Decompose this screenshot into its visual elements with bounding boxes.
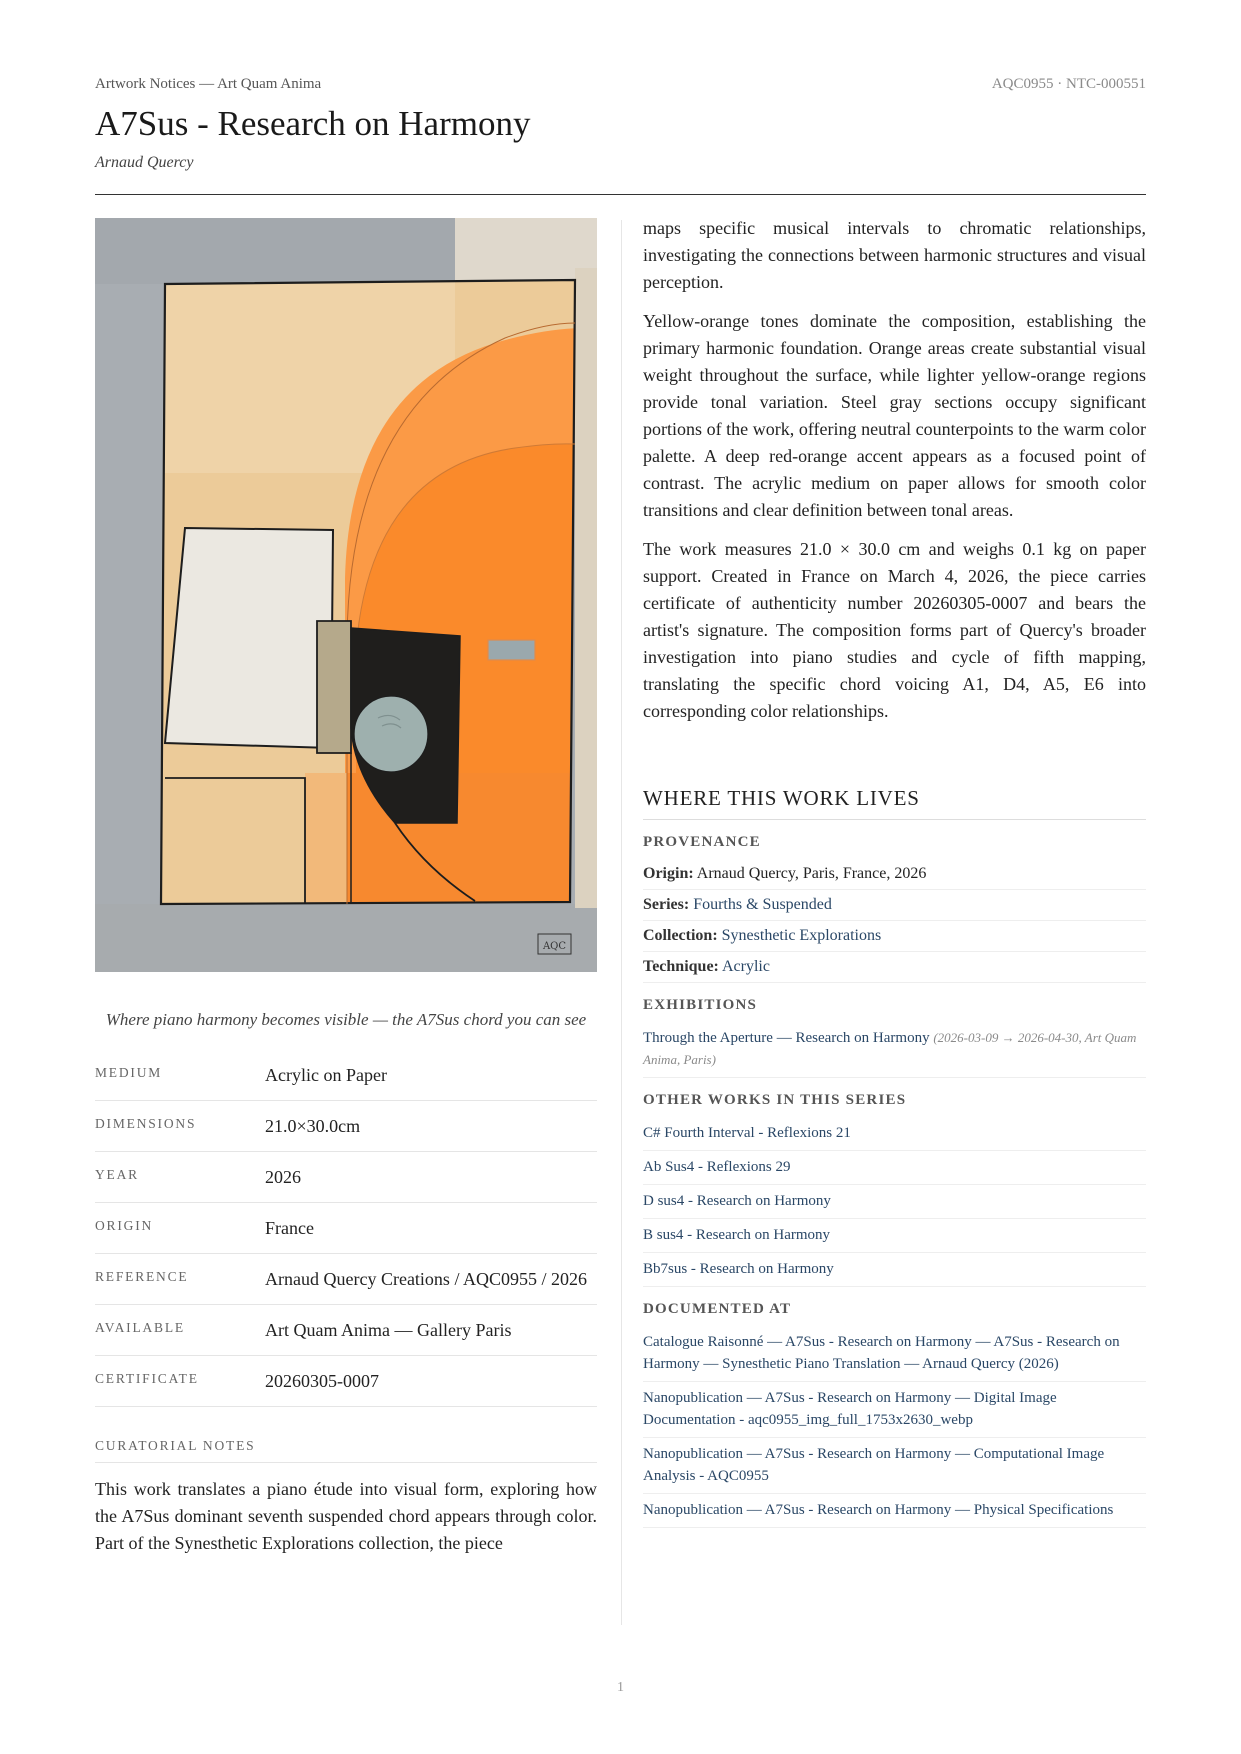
exhibitions-heading: EXHIBITIONS	[643, 997, 758, 1013]
artwork-painting	[95, 218, 597, 972]
spec-label: DIMENSIONS	[95, 1116, 197, 1131]
documented-item[interactable]	[643, 1438, 1146, 1494]
provenance-value: Arnaud Quercy, Paris, France, 2026	[696, 865, 927, 882]
provenance-key: Series:	[643, 896, 690, 913]
series-work-link[interactable]: B sus4 - Research on Harmony	[643, 1227, 831, 1243]
documented-link[interactable]: Nanopublication — A7Sus - Research on Harmony — Physical Specifications	[643, 1502, 1114, 1518]
series-work-link[interactable]: C# Fourth Interval - Reflexions 21	[643, 1125, 851, 1141]
documented-item[interactable]	[643, 1494, 1146, 1528]
series-work-link[interactable]: Bb7sus - Research on Harmony	[643, 1261, 834, 1277]
page-header	[95, 76, 1146, 98]
spec-label: MEDIUM	[95, 1065, 163, 1080]
collection-link[interactable]: Synesthetic Explorations	[721, 927, 882, 944]
spec-value: Arnaud Quercy Creations / AQC0955 / 2026	[265, 1269, 587, 1289]
provenance-key: Technique:	[643, 958, 719, 975]
page-title: A7Sus - Research on Harmony	[95, 104, 531, 143]
provenance-key: Origin:	[643, 865, 694, 882]
documented-heading: DOCUMENTED AT	[643, 1301, 792, 1317]
spec-row-year	[95, 1152, 597, 1203]
curatorial-paragraph: maps specific musical intervals to chromatic relationships, investigating the connections between harmonic structures and visual perception.	[643, 218, 1146, 292]
header-rule	[95, 194, 1146, 195]
spec-label: REFERENCE	[95, 1269, 189, 1284]
right-column	[643, 218, 1146, 1518]
series-work-item[interactable]	[643, 1253, 1146, 1287]
spec-value: 21.0×30.0cm	[265, 1116, 361, 1136]
curatorial-heading: CURATORIAL NOTES	[95, 1438, 597, 1463]
curatorial-paragraph: The work measures 21.0 × 30.0 cm and weighs 0.1 kg on paper support. Created in France on March 4, 2026, the piece carries certificate of authenticity number 20260305-0007 and bears the artist's signature. The composition forms part of Quercy's broader investigation into piano studies and cycle of fifth mapping, translating the specific chord voicing A1, D4, A5, E6 into corresponding color relationships.	[643, 539, 1146, 721]
spec-table	[95, 1050, 597, 1407]
spec-row-reference	[95, 1254, 597, 1305]
series-work-link[interactable]: Ab Sus4 - Reflexions 29	[643, 1159, 791, 1175]
document-page	[95, 0, 1146, 1754]
provenance-key: Collection:	[643, 927, 718, 944]
curatorial-intro: This work translates a piano étude into visual form, exploring how the A7Sus dominant seventh suspended chord appears through color. Part of the Synesthetic Explorations collection, the piece	[95, 1479, 597, 1553]
spec-row-medium	[95, 1050, 597, 1101]
spec-row-dimensions	[95, 1101, 597, 1152]
header-reference: AQC0955 · NTC-000551	[991, 76, 1146, 92]
series-work-link[interactable]: D sus4 - Research on Harmony	[643, 1193, 831, 1209]
documented-item[interactable]	[643, 1382, 1146, 1438]
documented-link[interactable]: Catalogue Raisonné — A7Sus - Research on Harmony — A7Sus - Research on Harmony — Synesthetic Piano Translation — Arnaud Quercy (2026)	[643, 1334, 1120, 1372]
artist-signature: AQC	[542, 941, 567, 952]
spec-row-origin	[95, 1203, 597, 1254]
spec-label: CERTIFICATE	[95, 1371, 199, 1386]
technique-link[interactable]: Acrylic	[722, 958, 770, 975]
spec-value: France	[265, 1218, 314, 1238]
spec-row-certificate	[95, 1356, 597, 1407]
artist-name: Arnaud Quercy	[95, 154, 194, 171]
where-title: WHERE THIS WORK LIVES	[643, 786, 1146, 820]
spec-value: Art Quam Anima — Gallery Paris	[265, 1320, 512, 1340]
spec-label: AVAILABLE	[95, 1320, 185, 1335]
documented-link[interactable]: Nanopublication — A7Sus - Research on Harmony — Digital Image Documentation - aqc0955_img_full_1753x2630_webp	[643, 1390, 1057, 1428]
series-work-item[interactable]	[643, 1219, 1146, 1253]
curatorial-paragraph: Yellow-orange tones dominate the composition, establishing the primary harmonic foundation. Orange areas create substantial visual weight throughout the surface, while lighter yellow-orange regions provide tonal variation. Steel gray sections occupy significant portions of the work, offering neutral counterpoints to the warm color palette. A deep red-orange accent appears as a focused point of contrast. The acrylic medium on paper allows for smooth color transitions and clear definition between tonal areas.	[643, 311, 1146, 520]
exhibition-item	[643, 1022, 1146, 1078]
provenance-collection	[643, 921, 1146, 952]
series-link[interactable]: Fourths & Suspended	[693, 896, 832, 913]
spec-label: ORIGIN	[95, 1218, 154, 1233]
exhibition-link[interactable]: Through the Aperture — Research on Harmony	[643, 1030, 930, 1046]
series-works-heading: OTHER WORKS IN THIS SERIES	[643, 1092, 907, 1108]
provenance-technique	[643, 952, 1146, 983]
artwork-image	[95, 218, 597, 972]
provenance-origin	[643, 859, 1146, 890]
column-divider	[621, 220, 622, 1625]
header-kicker: Artwork Notices — Art Quam Anima	[95, 76, 322, 92]
series-work-item[interactable]	[643, 1185, 1146, 1219]
curatorial-body	[643, 215, 1146, 725]
exhibition-meta: (2026-03-09 → 2026-04-30, Art Quam Anima, Paris)	[643, 1030, 1137, 1067]
spec-value: 2026	[265, 1167, 301, 1187]
documented-item[interactable]	[643, 1326, 1146, 1382]
artwork-caption: Where piano harmony becomes visible — the A7Sus chord you can see	[105, 1010, 587, 1029]
provenance-heading: PROVENANCE	[643, 834, 761, 850]
spec-value: 20260305-0007	[265, 1371, 379, 1391]
where-section	[643, 786, 1146, 1528]
documented-link[interactable]: Nanopublication — A7Sus - Research on Harmony — Computational Image Analysis - AQC0955	[643, 1446, 1105, 1484]
spec-row-available	[95, 1305, 597, 1356]
spec-label: YEAR	[95, 1167, 139, 1182]
series-work-item[interactable]	[643, 1117, 1146, 1151]
page-number: 1	[617, 1680, 624, 1695]
spec-value: Acrylic on Paper	[265, 1065, 387, 1085]
series-work-item[interactable]	[643, 1151, 1146, 1185]
provenance-series	[643, 890, 1146, 921]
